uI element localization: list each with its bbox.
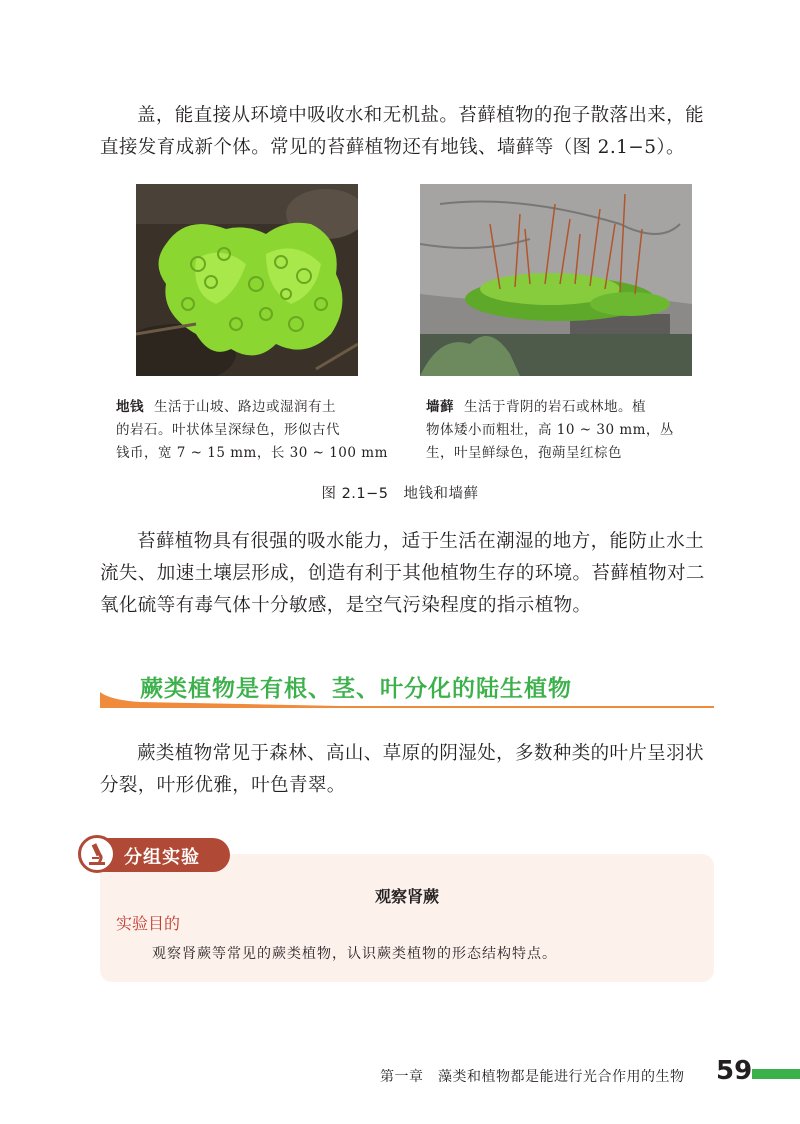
figure-title: 图 2.1−5 地钱和墙藓: [321, 486, 479, 502]
experiment-text: 观察肾蕨等常见的蕨类植物，认识蕨类植物的形态结构特点。: [152, 946, 557, 962]
section-heading: 蕨类植物是有根、茎、叶分化的陆生植物: [140, 676, 572, 702]
caption-line: 生活于山坡、路边或湿润有土: [154, 399, 336, 415]
experiment-label: 分组实验: [124, 847, 200, 868]
experiment-title: 观察肾蕨: [374, 887, 439, 906]
experiment-subheading: 实验目的: [116, 914, 181, 933]
caption-line: 物体矮小而粗壮，高 10 ~ 30 mm，丛: [426, 422, 674, 438]
caption-line: 的岩石。叶状体呈深绿色，形似古代: [116, 422, 340, 438]
caption-liverwort: [116, 396, 388, 465]
microscope-icon: [78, 835, 116, 873]
caption-wall-moss: [426, 396, 674, 465]
paragraph-ferns: 蕨类植物常见于森林、高山、草原的阴湿处，多数种类的叶片呈羽状分裂，叶形优雅，叶色青翠。: [100, 743, 705, 796]
wall-moss-image: [420, 184, 692, 376]
caption-line: 生，叶呈鲜绿色，孢蒴呈红棕色: [426, 445, 622, 461]
caption-line: 钱币，宽 7 ~ 15 mm，长 30 ~ 100 mm: [116, 445, 388, 461]
page-accent-bar: [752, 1069, 800, 1079]
chapter-footer: 第一章 藻类和植物都是能进行光合作用的生物: [380, 1069, 685, 1085]
liverwort-photo: [136, 184, 358, 376]
wall-moss-photo: [420, 184, 692, 376]
heading-rule: [100, 706, 714, 708]
paragraph-moss-function: 苔藓植物具有很强的吸水能力，适于生活在潮湿的地方，能防止水土流失、加速土壤层形成，创造有利于其他植物生存的环境。苔藓植物对二氧化硫等有毒气体十分敏感，是空气污染程度的指示植物。: [100, 531, 705, 616]
caption-term: 墙藓: [426, 399, 454, 415]
paragraph-continued: 盖，能直接从环境中吸收水和无机盐。苔藓植物的孢子散落出来，能直接发育成新个体。常见的苔藓植物还有地钱、墙藓等（图 2.1−5）。: [100, 105, 705, 158]
liverwort-image: [136, 184, 358, 376]
microscope-icon-glyph: [81, 838, 113, 870]
caption-line: 生活于背阴的岩石或林地。植: [464, 399, 646, 415]
caption-term: 地钱: [116, 399, 144, 415]
page-number: 59: [716, 1056, 753, 1086]
